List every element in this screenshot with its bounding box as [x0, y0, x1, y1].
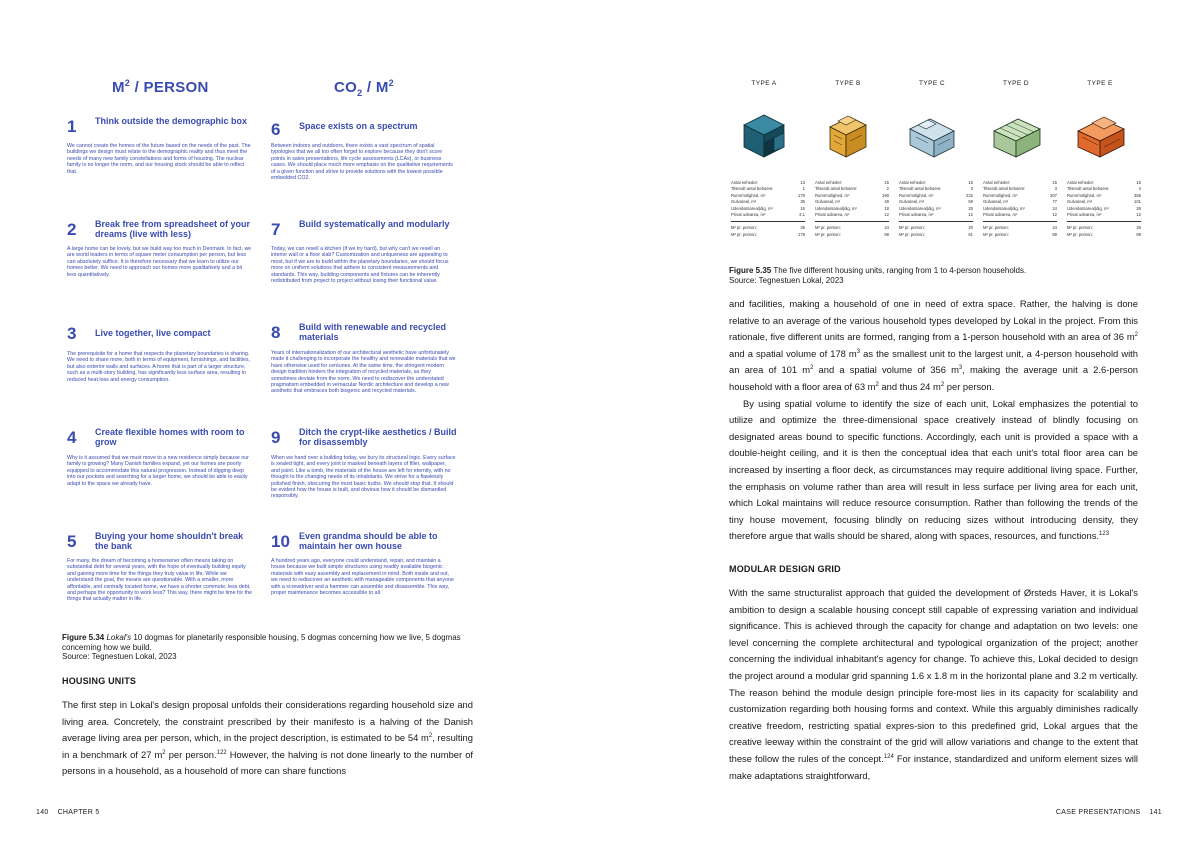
modular-design-grid-paragraph: With the same structuralist approach that guided the development of Ørsteds Haver, it is Lokal's ambition to design a scalable housing concept still capable of expressing variation and individual significance. This is achieved through the capacity for change and adaptation on two levels: one level concerning the complete architectural and typological organization of the project; another concerning the individual inhabitant's agency for change. To achieve this, Lokal decided to design the project around a modular grid spanning 1.6 x 1.8 m in the horizontal plane and 3.2 m vertically. The reason behind the module design principle fore-most lies in its capacity for scalability and customization regarding both housing forms and context. While this arguably diminishes radically creative freedom, restricting spatial expres-sion to this predefined grid, Lokal argues that the creative leeway within the constraint of the grid will allow variations and change to the extent that these follow the rules of the concept.$^{124}$ For instance, standardized and uniform element sizes will make adaptations straightforward,: [729, 587, 1138, 781]
dogma-number: 2: [67, 220, 77, 239]
dogma-body: We cannot create the homes of the future based on the needs of the past. The buildings we design must relate to the demographic reality and thus meet the needs of many new family constellations and forms of housing. The nuclear family is no longer the norm, and our housing stock should be able to reflect that.: [67, 143, 251, 175]
unit-type-d-illustration: [988, 107, 1044, 163]
page-number-left: 140 CHAPTER 5: [36, 809, 100, 816]
column-heading-co2-per-m2: $CO_2 / M^2$: [334, 78, 394, 98]
unit-type-b-illustration: [820, 107, 876, 163]
unit-type-a-stats: Antal enheder: 13 Tilsendt antal beboere: 1 Rumrmolighed, m³ 178 Gulvareal, m² 36 Udendørsareal(dig, m² 16 Privat udearea, m² 3.1 M² pr. person: 36 M³ pr. person: 178: [731, 180, 805, 237]
unit-type-e: [1064, 80, 1136, 163]
unit-type-d: [980, 80, 1052, 163]
dogma-number: 7: [271, 220, 281, 239]
dogma-title: Think outside the demographic box: [95, 116, 248, 126]
dogma-number: 5: [67, 532, 77, 551]
dogma-number: 8: [271, 323, 281, 342]
dogma-number: 9: [271, 428, 281, 447]
dogma-body: Today, we can resell a kitchen (if we try hard), but why can't we resell an interior wall or a floor slab? Customization and uniqueness are appealing to most, but if we are to build within the planetary boundaries, we should focus more on uniform solutions that adhere to consistent measurements and standards. This way, building components and fixtures can be inherently redistributed from project to project without losing their functional value.: [271, 246, 449, 285]
unit-label: TYPE C: [919, 80, 945, 87]
dogma-body: For many, the dream of becoming a homeowner often means taking on substantial debt for several years, with the hope of eventually building equity and gaining more time for the things they truly value in life. While we understand the goal, the means are questionable. With a smaller, more affordable, and centrally located home, we have a shorter commute, less debt, and perhaps the opportunity to work less? This way, there might be time for the things that actually matter in life.: [67, 558, 252, 603]
dogma-title: Space exists on a spectrum: [299, 121, 418, 131]
section-heading-housing-units: HOUSING UNITS: [62, 676, 137, 686]
dogma-number: 1: [67, 117, 77, 136]
dogma-body: A hundred years ago, everyone could understand, repair, and maintain a house because we built simple structures using readily available biogenic materials with easy assembly and replacement in mind. Both inside and out, we need to rediscover an aesthetic with manageable components that anyone with a screwdriver and a hammer can assemble and disassemble. This way, proper maintenance becomes accessible to all.: [271, 558, 454, 597]
dogma-title: Build systematically and modularly: [299, 219, 450, 229]
right-page: [600, 0, 1200, 849]
dogma-title: Even grandma should be able to maintain her own house: [299, 531, 438, 551]
unit-label: TYPE B: [835, 80, 861, 87]
dogma-body: Why is it assumed that we must move to a new residence simply because our family is growing? Many Danish families expand, yet our homes are poorly equipped to accommodate this natural progression. Instead of digging deep into our pockets and searching for a larger home, we should be able to easily adapt to the space we already have.: [67, 455, 249, 487]
dogma-number: 10: [271, 532, 290, 551]
dogma-body: The prerequisite for a home that respects the planetary boundaries is sharing. We need to share more, both in terms of equipment, furnishings, and facilities, but also exterior walls and surfaces. A home that is part of a larger structure, such as a multi-story building, has significantly less surface area, resulting in reduced heat loss and energy consumption.: [67, 351, 251, 383]
unit-label: TYPE E: [1087, 80, 1113, 87]
housing-units-continued: and facilities, making a household of one in need of extra space. Rather, the halving is done relative to an average of the various household types developed by Lokal in the project. From this rationale, five different units are formed, ranging from a 1-person household with an area of 36 $m^2$ and a spatial volume of 178 $m^3$ as the smallest unit to the largest unit, a 4-person household with an area of 101 $m^2$ and a spatial volume of 356 $m^3$, making the average unit a 2.6-person household with a floor area of 63 $m^2$ and thus 24 $m^2$ per person. By using spatial volume to identify the size of each unit, Lokal emphasizes the potential to utilize and optimize the three-dimensional space creatively instead of blindly focusing on designated areas bound to specific functions. Accordingly, each unit is provided a space with a double-height ceiling, and it is then the conceptual idea that each unit's total floor area can be increased by inserting a floor deck, as circumstances may require additional living space. Further, the emphasis on volume rather than area will result in less surface per living area for each unit, which Lokal maintains will reduce resource consumption. Rather than following the trends of the tiny house movement, focusing blindly on reducing sizes without introducing density, they therefore argue that walls should be shared, along with spaces, resources, and functions.$^{123}$: [729, 298, 1139, 542]
dogma-number: 6: [271, 120, 281, 139]
unit-type-a-illustration: [736, 107, 792, 163]
dogma-body: A large home can be lovely, but we build way too much in Denmark. In fact, we are world leaders in terms of square meter consumption per person, but less can absolutely suffice. It is therefore necessary that we learn to utilize our homes better. We need to approach our homes more qualitatively and a bit less quantitatively.: [67, 246, 252, 278]
unit-label: TYPE D: [1003, 80, 1029, 87]
dogma-title: Build with renewable and recycled materials: [299, 322, 447, 342]
dogma-body: Years of internationalization of our architectural aesthetic have unfortunately made it challenging to incorporate the healthy and renewable materials that we have otherwise used for centuries. At the same time, the stringent modern design tradition hinders the integration of recycled materials, as they sometimes deviate from the norm. We need to rediscover the understated pragmatism embedded in vernacular Nordic architecture and develop a new aesthetic that embraces both biogenic and recycled materials.: [271, 350, 456, 395]
unit-type-c-stats: Antal enheder: 15 Tilsendt antal beboere: 3 Rumrmolighed, m³ 232 Gulvareal, m² 59 Udendørsareal(dig, m² 25 Privat udearea, m² 12 M² pr. person: 20 M³ pr. person: 81: [899, 180, 973, 237]
unit-type-e-illustration: [1072, 107, 1128, 163]
column-heading-m2-per-person: $M^2$ / PERSON: [112, 78, 209, 96]
dogma-title: Live together, live compact: [95, 328, 211, 338]
dogma-title: Ditch the crypt-like aesthetics / Build for disassembly: [299, 427, 457, 447]
dogma-title: Break free from spreadsheet of your dreams (live with less): [95, 219, 251, 239]
figure-5-35-caption: Figure 5.35 The five different housing units, ranging from 1 to 4-person households. Source: Tegnestuen Lokal, 2023: [729, 266, 1027, 285]
dogma-number: 3: [67, 324, 77, 343]
unit-type-b: [812, 80, 884, 163]
housing-units-paragraph: The first step in Lokal's design proposal unfolds their considerations regarding household size and living area. Concretely, the constraint prescribed by their manifesto is a halving of the Danish average living area per person, which, in the project description, is estimated to be 54 $m^2$, resulting in a benchmark of 27 $m^2$ per person.$^{122}$ However, the halving is not done linearly to the number of persons in a household, as a household of more can share functions: [62, 699, 474, 777]
dogma-title: Create flexible homes with room to grow: [95, 427, 245, 447]
unit-type-a: [728, 80, 800, 163]
dogma-title: Buying your home shouldn't break the bank: [95, 531, 244, 551]
dogma-body: Between indoors and outdoors, there exists a vast spectrum of spatial typologies that we all too often forget to explore because they don't score points in sales presentations, life cycle assessments (LCAs), or business cases. We should place much more emphasis on the qualitative requirements of a given function and strive to provide solutions with the lowest possible embedded CO2.: [271, 143, 453, 182]
dogma-number: 4: [67, 428, 77, 447]
unit-label: TYPE A: [751, 80, 777, 87]
figure-5-34-caption: Figure 5.34 Lokal's 10 dogmas for planetarily responsible housing, 5 dogmas concerning how we live, 5 dogmas concerning how we build. Source: Tegnestuen Lokal, 2023: [62, 633, 461, 661]
unit-type-d-stats: Antal enheder: 15 Tilsendt antal beboere: 3 Rumrmolighed, m³ 307 Gulvareal, m² 77 Udendørsareal(dig, m² 24 Privat udearea, m² 12 M² pr. person: 24 M³ pr. person: 89: [983, 180, 1057, 237]
unit-type-c-illustration: [904, 107, 960, 163]
dogma-body: When we hand over a building today, we bury its structural logic. Every surface is sealed tight, and every joint is masked beneath layers of filler, wallpaper, and paint. Like a tomb, the materials of the house are left for eternity, with no thought to the changing needs of its inhabitants. We strive for a flawlessly polished finish, obscuring the most basic truths. We should stop that. It should be evident how the house is built, and obvious how it should be dismantled responsibly.: [271, 455, 456, 500]
unit-type-b-stats: Antal enheder: 15 Tilsendt antal beboere: 2 Rumrmolighed, m³ 190 Gulvareal, m² 49 Udendørsareal(dig, m² 18 Privat udearea, m² 12 M² pr. person: 24 M³ pr. person: 98: [815, 180, 889, 237]
unit-type-e-stats: Antal enheder: 15 Tilsendt antal beboere: 4 Rumrmolighed, m³ 356 Gulvareal, m² 101 Udendørsareal(dig, m² 26 Privat udearea, m² 12 M² pr. person: 25 M³ pr. person: 89: [1067, 180, 1141, 237]
section-heading-modular-design-grid: MODULAR DESIGN GRID: [729, 564, 841, 574]
page-number-right: CASE PRESENTATIONS 141: [1055, 809, 1162, 816]
unit-type-c: [896, 80, 968, 163]
